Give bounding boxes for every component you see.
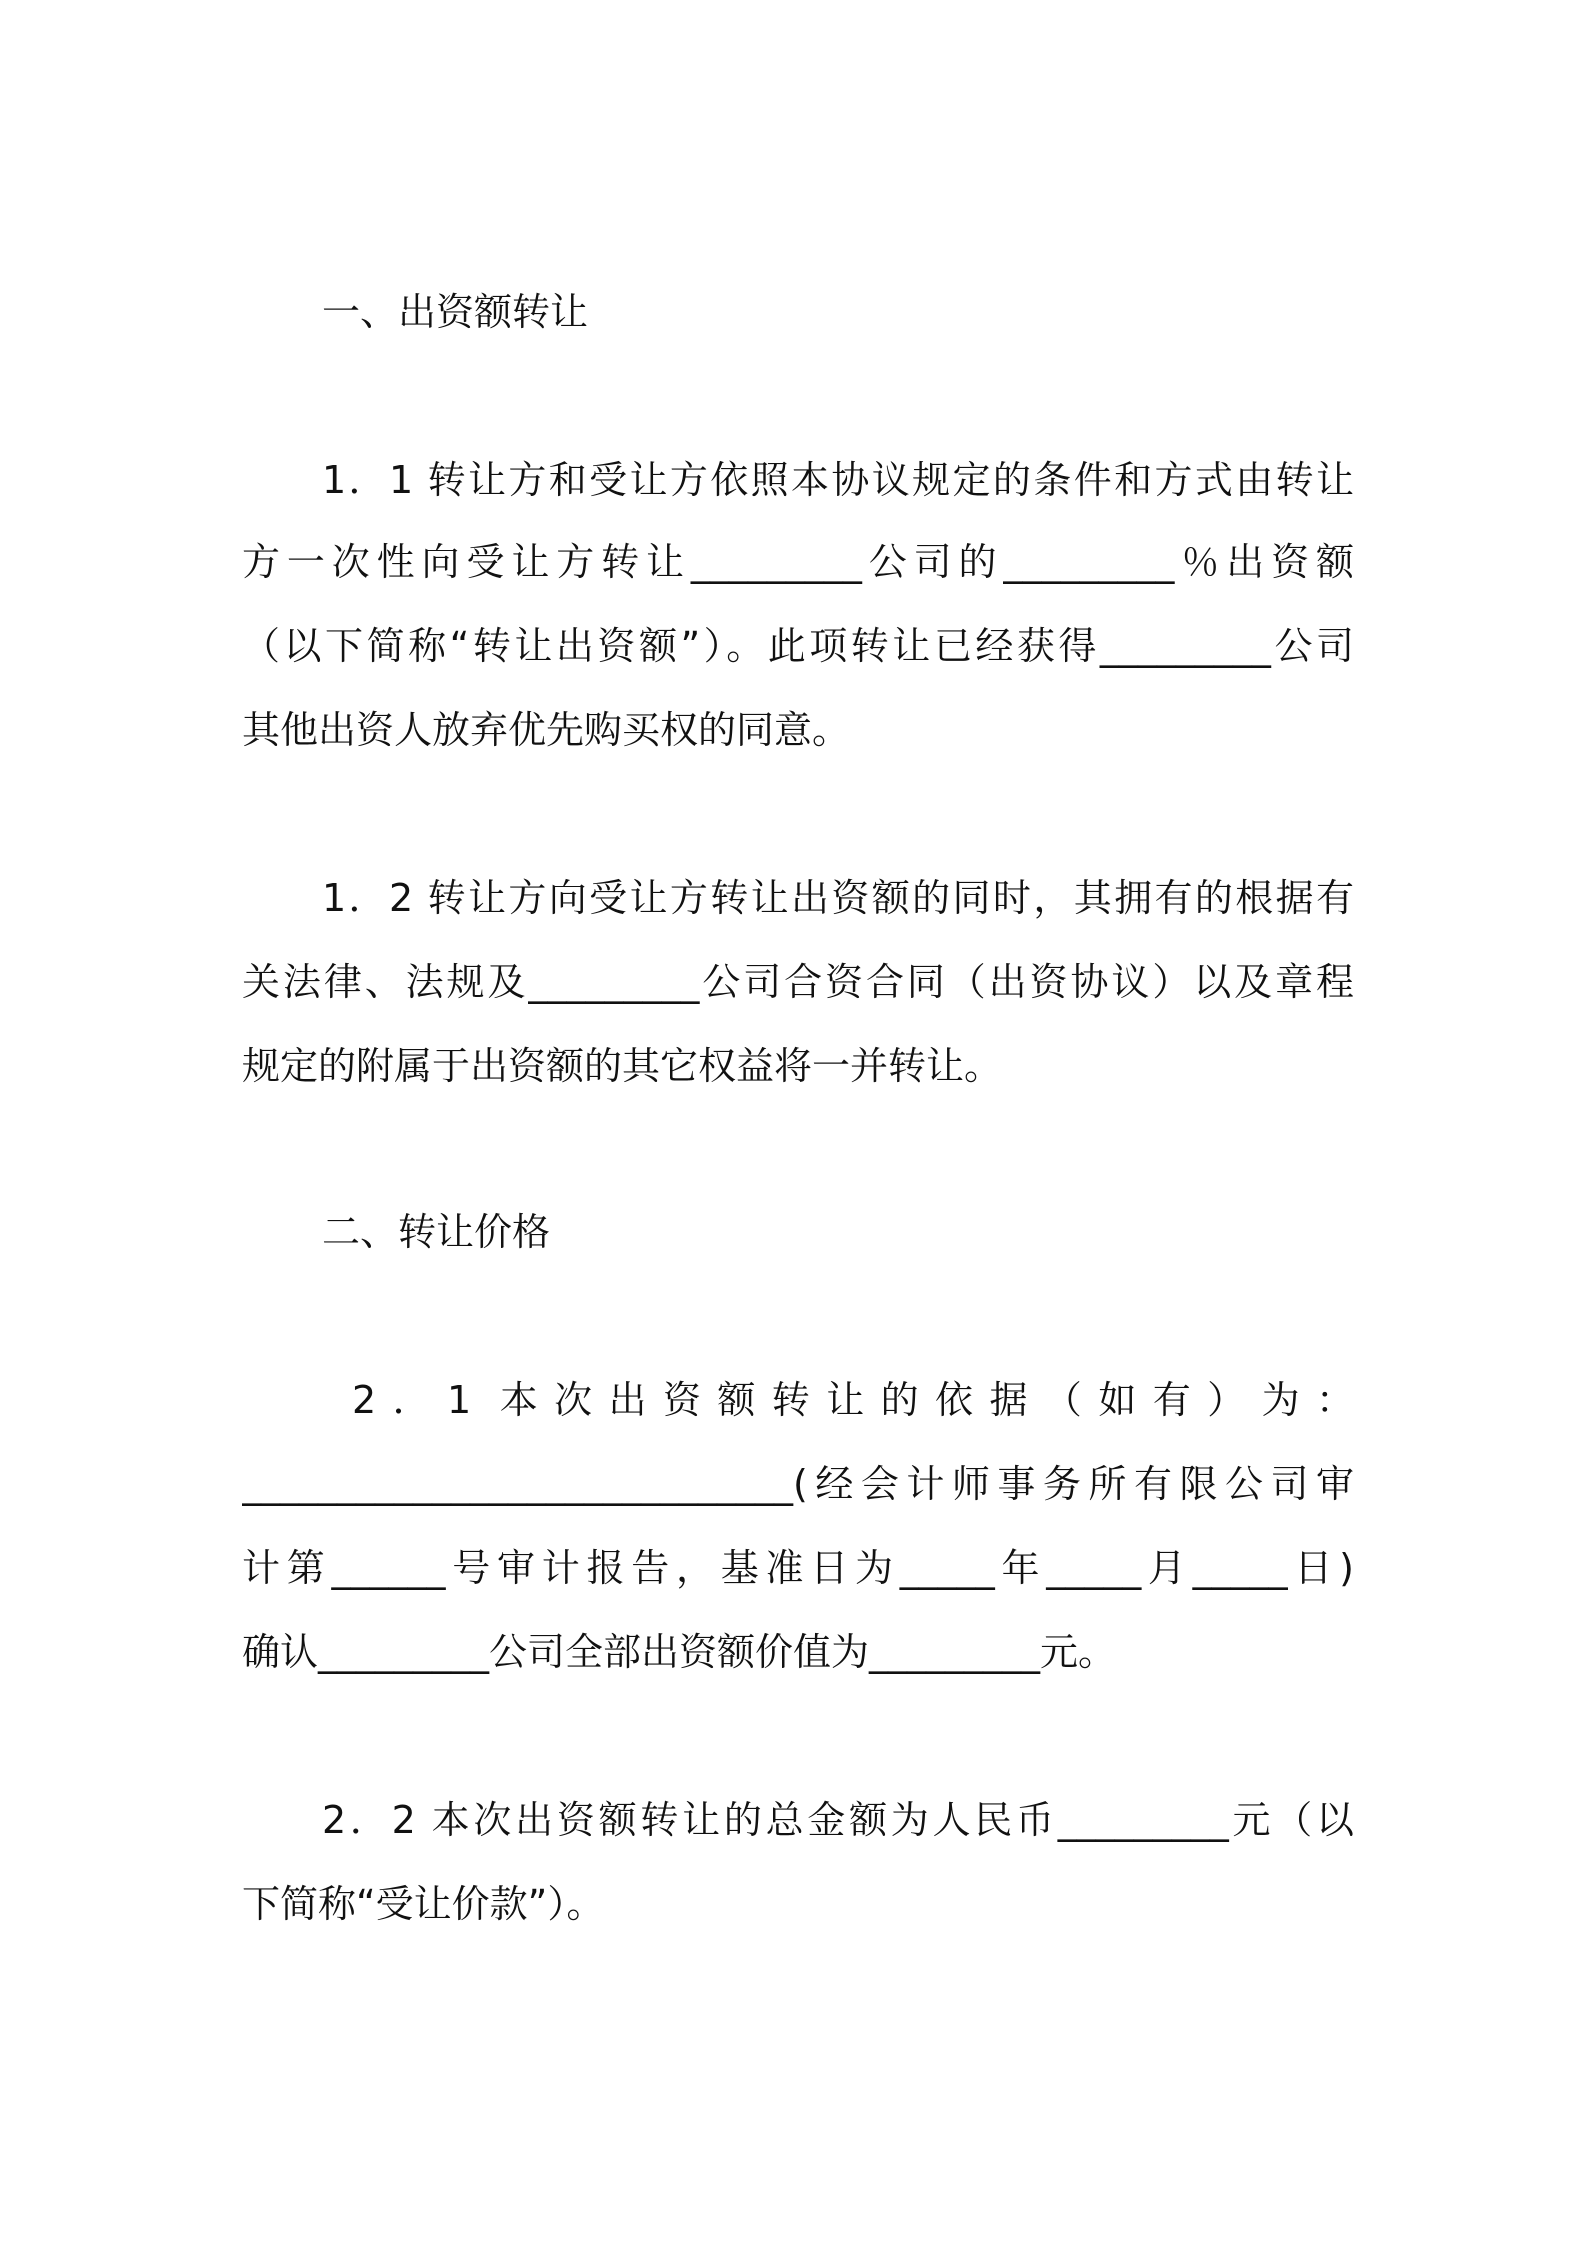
clause-1-2-line-1: 1．2 转让方向受让方转让出资额的同时，其拥有的根据有 bbox=[322, 876, 1354, 920]
clause-1-1-line-1: 1．1 转让方和受让方依照本协议规定的条件和方式由转让 bbox=[322, 458, 1354, 502]
clause-2-1-line-3: 计第______号审计报告，基准日为_____年_____月_____日) bbox=[242, 1546, 1354, 1590]
clause-1-2-line-3: 规定的附属于出资额的其它权益将一并转让。 bbox=[242, 1044, 1003, 1088]
clause-2-1-line-4: 确认_________公司全部出资额价值为_________元。 bbox=[242, 1630, 1117, 1674]
clause-1-1-line-4: 其他出资人放弃优先购买权的同意。 bbox=[242, 708, 851, 752]
clause-1-1-line-2: 方一次性向受让方转让_________公司的_________％出资额 bbox=[242, 540, 1354, 584]
clause-2-2-line-1: 2．2 本次出资额转让的总金额为人民币_________元（以 bbox=[322, 1798, 1354, 1842]
clause-2-1-line-2: _____________________________(经会计师事务所有限公司审 bbox=[242, 1462, 1354, 1506]
clause-2-1-line-1: 2．1 本次出资额转让的依据（如有）为： bbox=[352, 1378, 1354, 1422]
section-2-heading: 二、转让价格 bbox=[322, 1210, 551, 1254]
clause-1-2-line-2: 关法律、法规及_________公司合资合同（出资协议）以及章程 bbox=[242, 960, 1354, 1004]
clause-1-1-line-3: （以下简称“转让出资额”）。此项转让已经获得_________公司 bbox=[242, 624, 1354, 668]
section-1-heading: 一、出资额转让 bbox=[322, 290, 589, 334]
clause-2-2-line-2: 下简称“受让价款”）。 bbox=[242, 1882, 605, 1926]
